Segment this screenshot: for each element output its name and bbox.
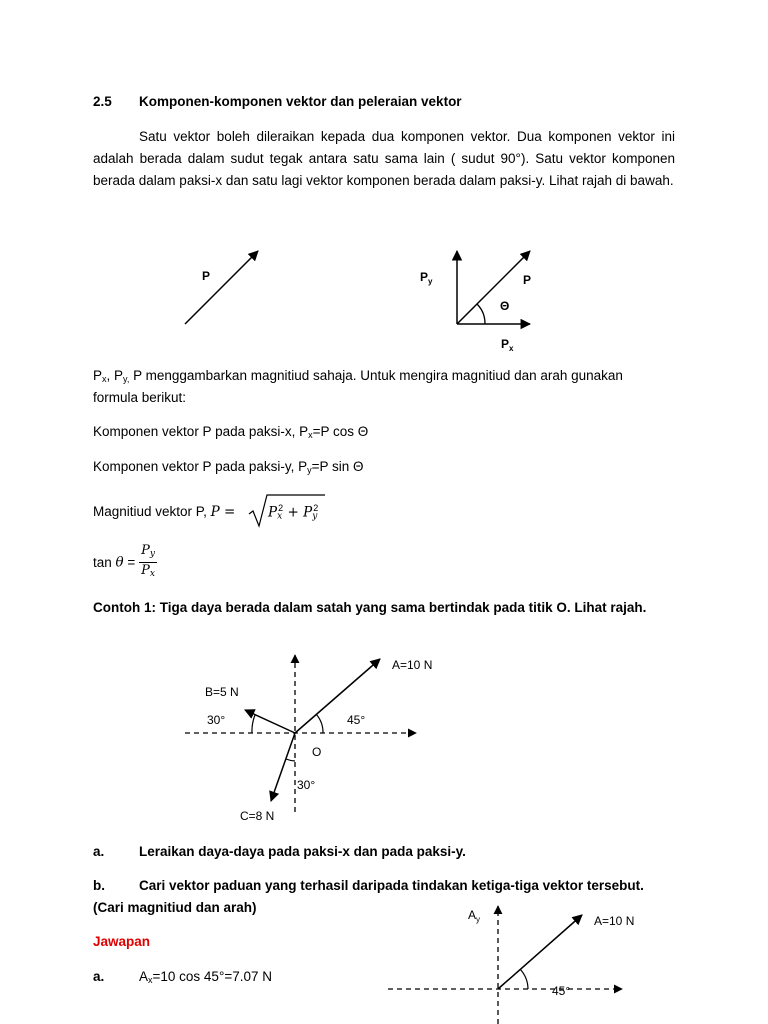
question-a-marker: a. [93,844,105,859]
intro-paragraph: Satu vektor boleh dileraikan kepada dua komponen vektor. Dua komponen vektor ini adalah berada dalam sudut tegak antara satu sama lain ( sudut 90°). Satu vektor komponen berada dalam paksi-x dan satu lagi vektor komponen berada dalam paksi-y. Lihat rajah di bawah. [93,129,675,188]
question-b-marker: b. [93,878,105,893]
p-label: P [523,273,532,287]
angle-arc-2 [520,969,528,989]
angle-a-arc [316,714,323,733]
vector-p-arrow [185,251,258,324]
example-1-heading: Contoh 1: Tiga daya berada dalam satah yang sama bertindak pada titik O. Lihat rajah. [93,600,647,615]
py-label: $P_y$ [420,270,433,286]
question-a-text: Leraikan daya-daya pada paksi-x dan pada paksi-y. [139,844,466,859]
angle-c-label: 30° [297,778,316,792]
magnitude-note: $P_x$, $P_{y,}$ P menggambarkan magnitiud sahaja. Untuk mengira magnitiud dan arah gunakan [93,368,623,384]
sqrt-content: $P_x^2 + P_y^2$ [268,503,319,522]
force-c-label: C=8 N [240,809,275,820]
question-b-line2: (Cari magnitiud dan arah) [93,900,257,915]
figure-vector-components [180,240,560,360]
vector-p-label: P [202,269,211,283]
section-title: Komponen-komponen vektor dan peleraian vektor [139,94,462,109]
angle-a-label: 45° [347,713,366,727]
theta-arc [477,304,485,324]
force-c-arrow [271,733,295,801]
section-number: 2.5 [93,94,112,109]
angle-b-label: 30° [207,713,226,727]
force-b-label: B=5 N [205,685,239,699]
answer-a-text: $A_x=10$ cos 45°=7.07 N [139,969,272,985]
formula-magnitude: Magnitiud vektor P, P = [93,504,236,520]
theta-label: Θ [500,299,510,313]
force-a-label-2: A=10 N [594,914,635,928]
force-a-arrow [295,659,380,733]
ay-label: $A_y$ [468,908,481,924]
formula-tan: tan θ = $\frac{P_y}{P_x}$ [93,543,155,579]
formula-px: Komponen vektor P pada paksi-x, $P_x=P$ cos Θ [93,424,369,440]
angle-label-2: 45° [552,984,571,998]
figure-a-components [380,900,670,1024]
px-label: $P_x$ [501,337,514,353]
question-b-text: Cari vektor paduan yang terhasil daripada tindakan ketiga-tiga vektor tersebut. [139,878,644,893]
origin-label: O [312,745,322,759]
answer-heading: Jawapan [93,934,151,949]
force-a-label: A=10 N [392,658,433,672]
magnitude-note-line2: formula berikut: [93,390,187,405]
p-vector-arrow [457,251,530,324]
answer-a-marker: a. [93,969,105,984]
figure-three-forces [180,645,480,820]
angle-c-arc [286,759,295,761]
angle-b-arc [252,715,255,733]
formula-py: Komponen vektor P pada paksi-y, $P_y=P$ sin Θ [93,459,364,475]
force-a-arrow-2 [498,915,582,989]
